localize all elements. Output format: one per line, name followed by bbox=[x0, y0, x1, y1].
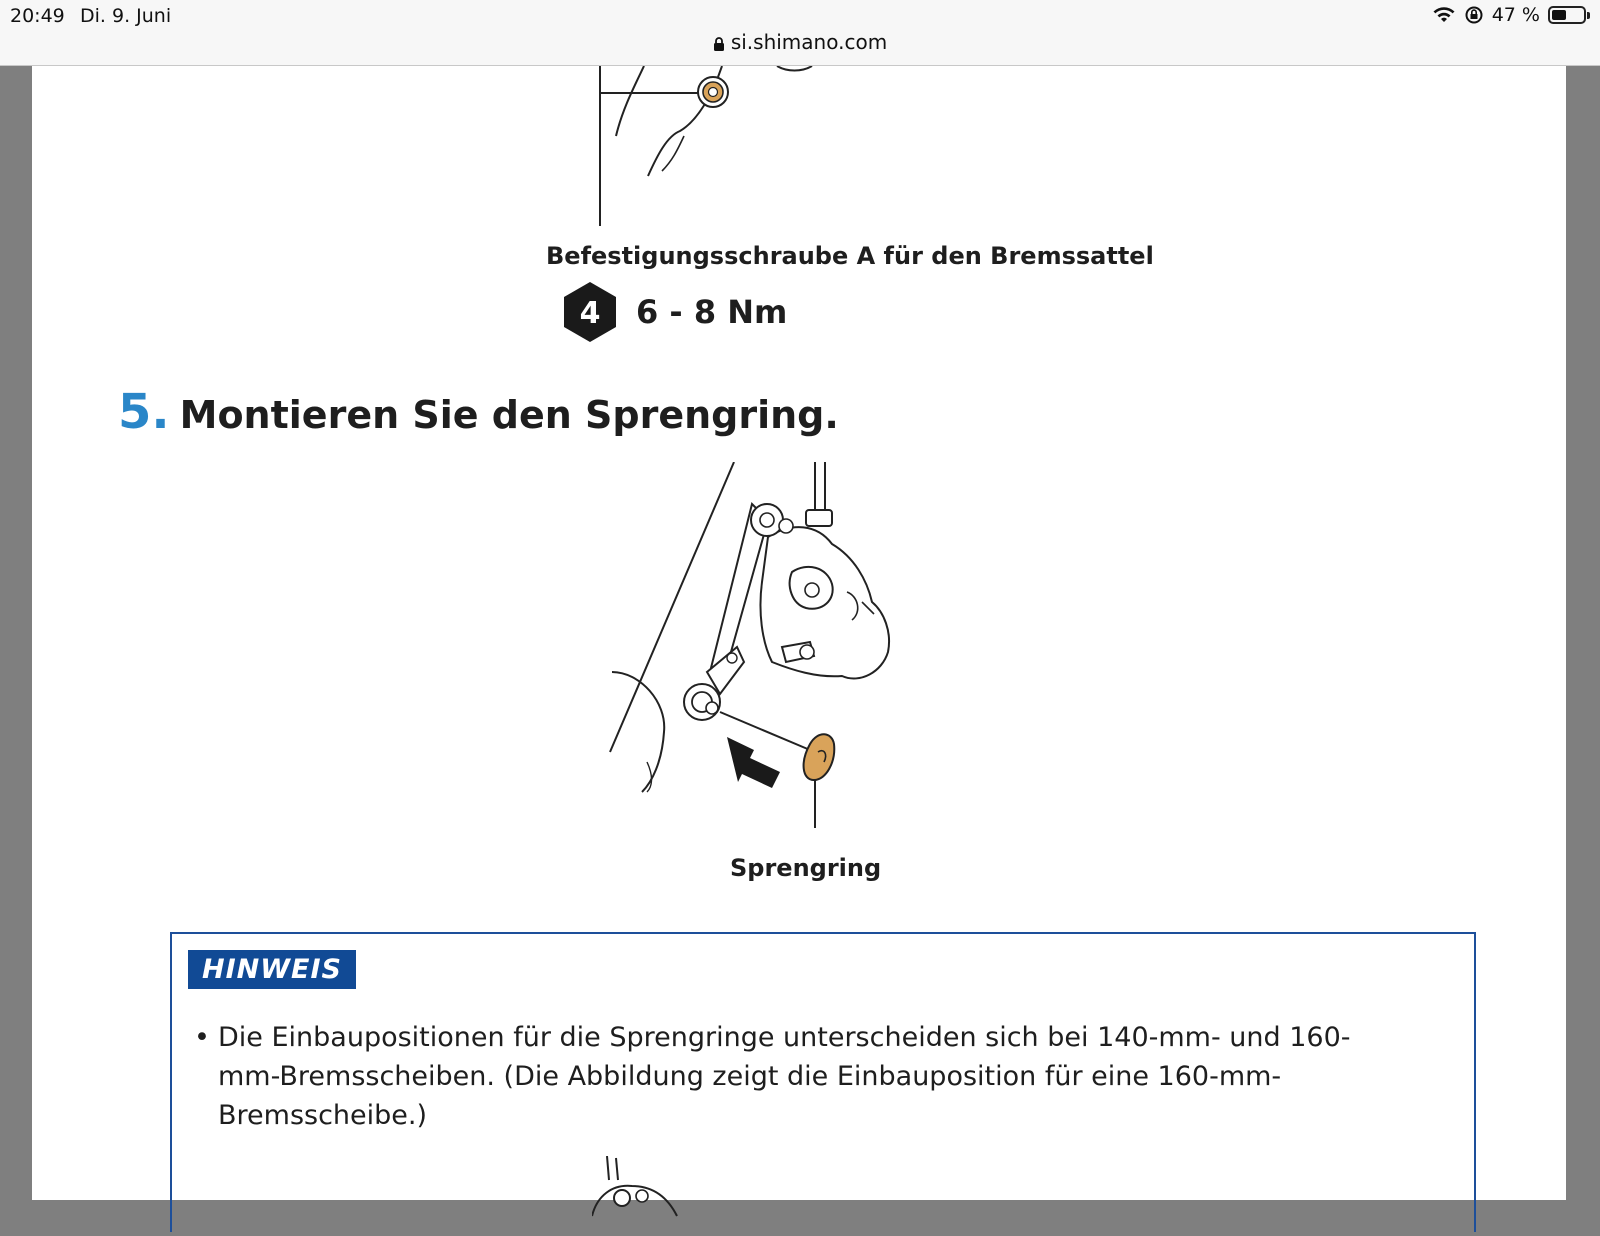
wifi-icon bbox=[1432, 6, 1456, 24]
note-badge: HINWEIS bbox=[188, 950, 356, 989]
rotor-position-illustration bbox=[592, 1156, 712, 1236]
torque-value: 6 - 8 Nm bbox=[636, 293, 788, 331]
step-number: 5. bbox=[118, 384, 170, 440]
direction-arrow-icon bbox=[727, 737, 780, 788]
battery-icon bbox=[1548, 6, 1586, 24]
battery-percent: 47 % bbox=[1491, 4, 1540, 26]
document-page bbox=[32, 66, 1566, 1200]
note-body: Die Einbaupositionen für die Sprengringe unterscheiden sich bei 140-mm- und 160-mm-Bremsscheiben. (Die Abbildung zeigt die Einbauposition für eine 160-mm-Bremsscheibe.) bbox=[218, 1022, 1351, 1131]
snap-ring-illustration bbox=[592, 462, 932, 842]
status-time: 20:49 bbox=[10, 5, 65, 27]
torque-spec bbox=[562, 280, 787, 344]
lock-icon bbox=[713, 36, 725, 52]
note-text bbox=[194, 1018, 1378, 1135]
status-date: Di. 9. Juni bbox=[80, 5, 172, 27]
step-heading bbox=[118, 384, 839, 440]
caliper-screw-illustration bbox=[572, 66, 872, 236]
url-text[interactable]: si.shimano.com bbox=[730, 30, 888, 54]
snap-ring-part bbox=[804, 734, 835, 780]
ring-caption: Sprengring bbox=[730, 854, 882, 882]
note-bullet: • bbox=[194, 1022, 210, 1053]
status-icons bbox=[1432, 4, 1586, 26]
hex-wrench-size-icon bbox=[562, 280, 618, 344]
status-bar bbox=[0, 0, 1600, 66]
step-title: Montieren Sie den Sprengring. bbox=[179, 393, 839, 437]
address-bar[interactable] bbox=[0, 30, 1600, 54]
hex-size-label: 4 bbox=[579, 296, 601, 331]
screw-caption: Befestigungsschraube A für den Bremssattel bbox=[546, 242, 1154, 270]
note-box bbox=[170, 932, 1476, 1232]
rotation-lock-icon bbox=[1464, 5, 1484, 25]
